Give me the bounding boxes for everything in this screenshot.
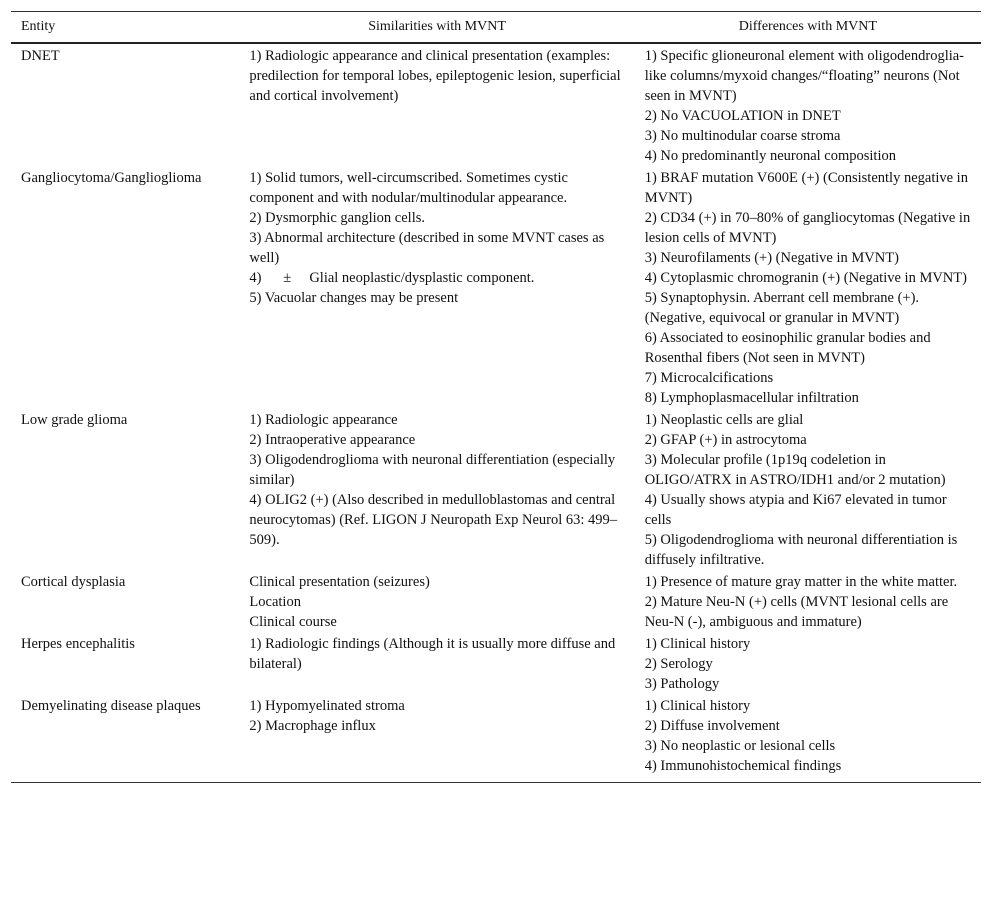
differences-item: 3) Molecular profile (1p19q codeletion in OLIGO/ATRX in ASTRO/IDH1 and/or 2 mutation) [644,452,946,488]
table-row [11,570,981,632]
entity-cell: Herpes encephalitis [21,636,135,652]
differences-item: 2) GFAP (+) in astrocytoma [644,432,807,448]
differences-item: 1) BRAF mutation V600E (+) (Consistently negative in MVNT) [644,170,968,206]
differences-item: 2) Mature Neu-N (+) cells (MVNT lesional cells are Neu-N (-), ambiguous and immature) [644,594,949,630]
differences-item: 3) No neoplastic or lesional cells [644,738,836,754]
differences-cell [635,43,981,166]
similarities-cell [239,408,634,570]
differences-cell [635,694,981,783]
differences-item: 2) CD34 (+) in 70–80% of gangliocytomas (Negative in lesion cells of MVNT) [644,210,971,246]
differences-item: 4) Immunohistochemical findings [644,758,842,774]
differences-item: 4) Cytoplasmic chromogranin (+) (Negative in MVNT) [644,270,967,286]
comparison-table-container [11,11,981,783]
table-row [11,43,981,166]
entity-cell: Demyelinating disease plaques [11,694,239,783]
differences-item: 1) Clinical history [644,698,751,714]
header-similarities: Similarities with MVNT [239,12,634,44]
similarities-item: 2) Dysmorphic ganglion cells. [249,210,425,226]
similarities-cell [239,632,634,694]
differences-cell [635,408,981,570]
entity-cell: Low grade glioma [21,412,128,428]
differences-item: 5) Oligodendroglioma with neuronal differentiation is diffusely infiltrative. [644,532,958,568]
differences-item: 2) Diffuse involvement [644,718,780,734]
differences-item: 1) Specific glioneuronal element with oligodendroglia-like columns/myxoid changes/“floating” neurons (Not seen in MVNT) [644,48,965,104]
table-row [11,694,981,783]
similarities-cell [239,570,634,632]
similarities-item: 1) Radiologic appearance [249,412,398,428]
similarities-item: 3) Oligodendroglioma with neuronal differentiation (especially similar) [249,452,616,488]
entity-cell: DNET [21,48,60,64]
similarities-item: Clinical course [249,614,337,630]
differences-item: 7) Microcalcifications [644,370,774,386]
table-row [11,632,981,694]
entity-cell: Cortical dysplasia [21,574,126,590]
similarities-item: 4) OLIG2 (+) (Also described in medulloblastomas and central neurocytomas) (Ref. LIGON J Neuropath Exp Neurol 63: 499–509). [249,492,618,548]
differences-item: 1) Presence of mature gray matter in the white matter. [644,574,958,590]
differences-item: 3) Neurofilaments (+) (Negative in MVNT) [644,250,899,266]
differences-item: 2) Serology [644,656,713,672]
table-body [11,43,981,783]
header-differences: Differences with MVNT [635,12,981,44]
differences-cell [635,166,981,408]
similarities-item: 1) Solid tumors, well-circumscribed. Sometimes cystic component and with nodular/multinodular appearance. [249,170,568,206]
similarities-item: 3) Abnormal architecture (described in some MVNT cases as well) [249,230,605,266]
differences-item: 5) Synaptophysin. Aberrant cell membrane (+). (Negative, equivocal or granular in MVNT) [644,290,920,326]
similarities-cell [239,166,634,408]
header-entity: Entity [11,12,239,44]
differences-item: 3) Pathology [644,676,720,692]
table-header [11,12,981,44]
similarities-item: 2) Macrophage influx [249,718,376,734]
differences-item: 6) Associated to eosinophilic granular bodies and Rosenthal fibers (Not seen in MVNT) [644,330,931,366]
table-row [11,166,981,408]
similarities-cell [239,694,634,783]
similarities-item: 1) Radiologic findings (Although it is usually more diffuse and bilateral) [249,636,616,672]
table-row [11,408,981,570]
similarities-item: Clinical presentation (seizures) [249,574,430,590]
differences-cell [635,632,981,694]
similarities-item: Location [249,594,301,610]
comparison-table [11,11,981,783]
differences-cell [635,570,981,632]
differences-item: 1) Clinical history [644,636,751,652]
differences-item: 4) No predominantly neuronal composition [644,148,896,164]
similarities-cell [239,43,634,166]
header-row [11,12,981,44]
similarities-item: 4) ± Glial neoplastic/dysplastic component. [249,270,535,286]
similarities-item: 5) Vacuolar changes may be present [249,290,459,306]
similarities-item: 1) Hypomyelinated stroma [249,698,405,714]
differences-item: 8) Lymphoplasmacellular infiltration [644,390,859,406]
similarities-item: 2) Intraoperative appearance [249,432,416,448]
entity-cell: Gangliocytoma/Ganglioglioma [21,170,202,186]
differences-item: 3) No multinodular coarse stroma [644,128,841,144]
differences-item: 4) Usually shows atypia and Ki67 elevated in tumor cells [644,492,947,528]
differences-item: 2) No VACUOLATION in DNET [644,108,841,124]
similarities-item: 1) Radiologic appearance and clinical presentation (examples: predilection for temporal lobes, epileptogenic lesion, superficial and cortical involvement) [249,48,621,104]
differences-item: 1) Neoplastic cells are glial [644,412,804,428]
